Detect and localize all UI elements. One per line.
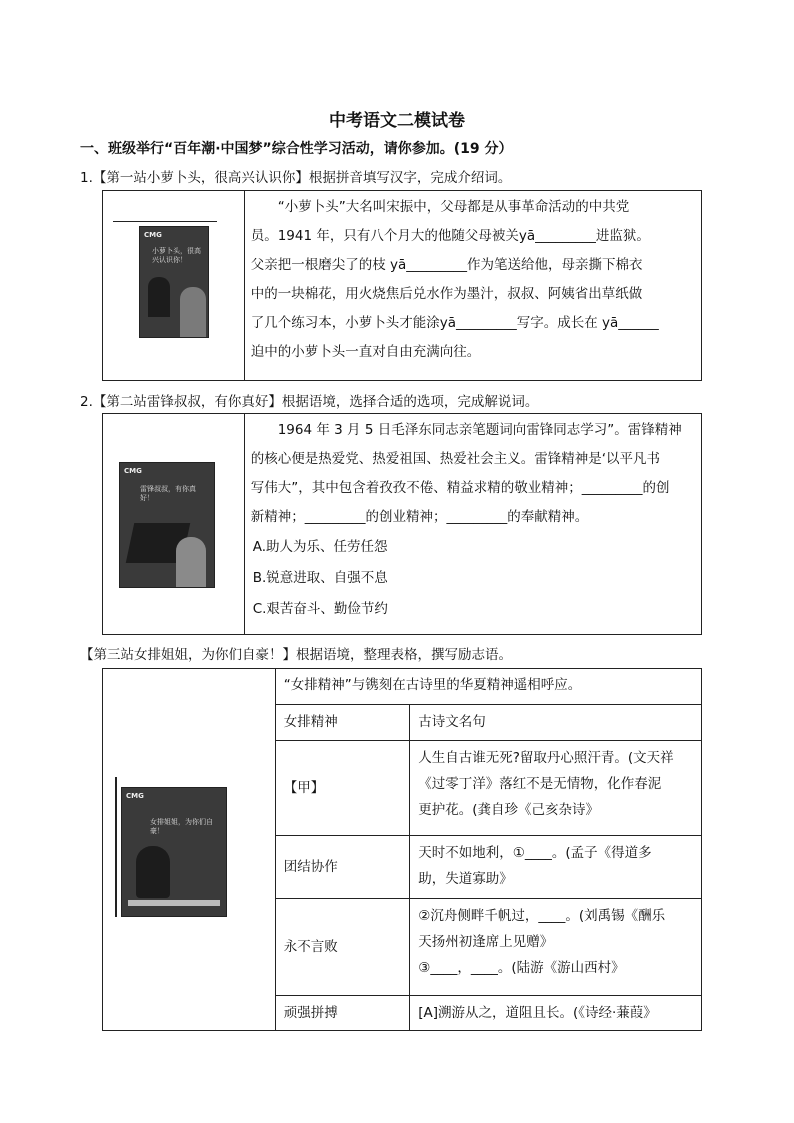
intro-paragraph [245,191,701,367]
poster-caption: 小萝卜头，很高兴认识你！ [152,247,201,264]
text-line: 助，失道寡助》 [418,870,513,887]
text-line: ③____，____。(陆游《游山西村》 [418,959,625,976]
question-3-heading: 【第三站女排姐姐，为你们自豪！】根据语境，整理表格，撰写励志语。 [80,647,512,663]
net-shape [128,900,220,906]
poster-image-2 [119,462,215,588]
row-value [410,898,702,995]
text-line: 人生自古谁无死?留取丹心照汗青。(文天祥 [418,749,674,766]
divider [113,221,217,222]
row-value [410,740,702,835]
question-3-table [102,668,702,1031]
poster-cell-2 [103,414,245,635]
row-value [410,835,702,898]
row-value [410,995,702,1030]
question-1-table [102,190,702,381]
text-line: 1964 年 3 月 5 日毛泽东同志亲笔题词向雷锋同志学习”。雷锋精神 [277,422,682,438]
poster-image-1 [139,226,209,338]
divider [115,777,117,917]
text-line: 的核心便是热爱党、热爱祖国、热爱社会主义。雷锋精神是‘以平凡书 [250,451,661,467]
text-line: 中的一块棉花，用火烧焦后兑水作为墨汁，叔叔、阿姨省出草纸做 [250,286,643,302]
question-1-text [244,191,701,381]
poster-caption: 雷锋叔叔，有你真好！ [140,485,196,502]
table-header: 女排精神 [275,705,409,740]
text-line: 《过零丁洋》落红不是无情物，化作春泥 [418,775,662,792]
poster-logo: CMG [144,231,162,239]
row-key: 顽强拼搏 [275,995,409,1030]
text-line: “小萝卜头”大名叫宋振中，父母都是从事革命活动的中共党 [277,199,630,215]
player-shape [136,846,170,898]
poster-cell-3 [103,669,276,1031]
text-line: 写伟大”，其中包含着孜孜不倦、精益求精的敬业精神；_________的创 [250,480,670,496]
table-intro: “女排精神”与镌刻在古诗里的华夏精神遥相呼应。 [275,669,701,705]
text-line: [A]溯游从之，道阻且长。(《诗经·蒹葭》 [418,1004,657,1021]
poster-cell-1 [103,191,245,381]
table-header: 古诗文名句 [410,705,702,740]
row-key: 【甲】 [275,740,409,835]
text-line: 迫中的小萝卜头一直对自由充满向往。 [250,344,481,360]
text-line: 新精神；_________的创业精神；_________的奉献精神。 [250,509,589,525]
text-line: 更护花。(龚自珍《己亥杂诗》 [418,801,600,818]
figure-shape [148,277,170,317]
option-b: B.锐意进取、自强不息 [252,570,388,586]
page-title: 中考语文二模试卷 [329,111,465,131]
option-a: A.助人为乐、任劳任怨 [252,539,388,555]
option-c: C.艰苦奋斗、勤俭节约 [252,601,388,617]
text-line: 天时不如地利，①____。(孟子《得道多 [418,844,652,861]
poster-logo: CMG [126,792,144,800]
poster-caption: 女排姐姐，为你们自豪！ [150,818,213,835]
commentary-paragraph [245,414,701,532]
question-1-heading: 1.【第一站小萝卜头，很高兴认识你】根据拼音填写汉字，完成介绍词。 [80,170,512,186]
question-2-text [244,414,701,635]
row-key: 团结协作 [275,835,409,898]
text-line: 了几个练习本，小萝卜头才能涂yā_________写字。成长在 yā______ [250,315,659,331]
section-heading: 一、班级举行“百年潮·中国梦”综合性学习活动，请你参加。(19 分） [80,141,513,157]
question-2-heading: 2.【第二站雷锋叔叔，有你真好】根据语境，选择合适的选项，完成解说词。 [80,394,539,410]
text-line: 天扬州初逢席上见赠》 [418,933,554,950]
figure-shape [180,287,206,337]
text-line: ②沉舟侧畔千帆过，____。(刘禹锡《酬乐 [418,907,666,924]
text-line: 父亲把一根磨尖了的枝 yā_________作为笔送给他，母亲撕下棉衣 [250,257,643,273]
poster-logo: CMG [124,467,142,475]
text-line: 员。1941 年，只有八个月大的他随父母被关yā_________进监狱。 [250,228,650,244]
poster-image-3 [121,787,227,917]
figure-shape [176,537,206,587]
row-key: 永不言败 [275,898,409,995]
question-2-table [102,413,702,635]
